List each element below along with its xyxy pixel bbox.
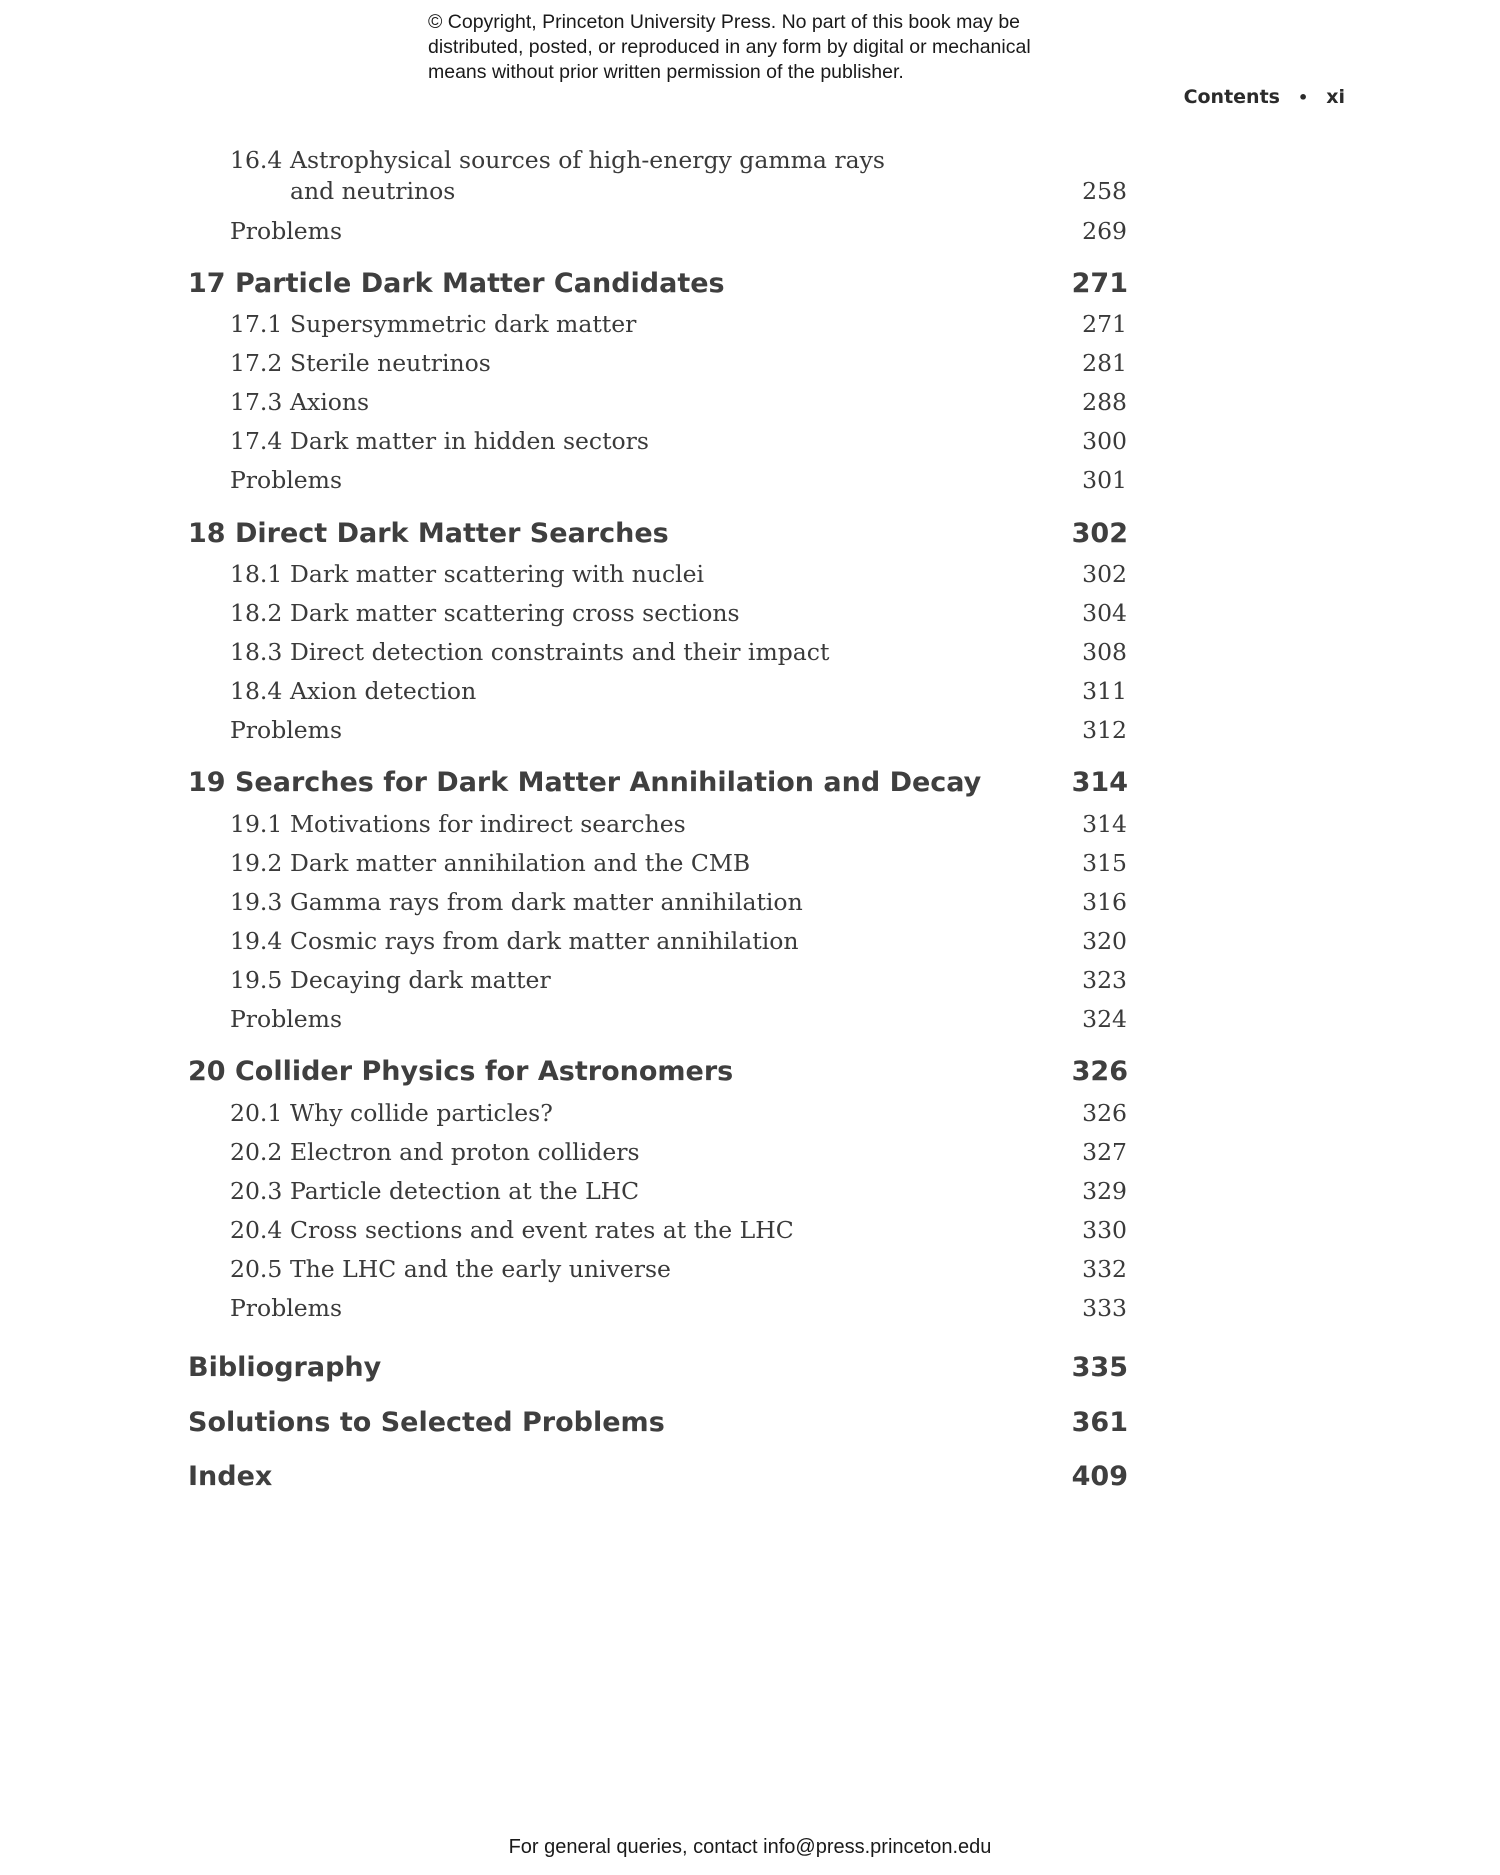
section-number: 19.3 <box>230 888 283 916</box>
section-title: Dark matter annihilation and the CMB <box>290 849 751 877</box>
problems-page: 324 <box>1082 1005 1127 1033</box>
section-page: 258 <box>1082 177 1127 205</box>
section-page: 311 <box>1082 677 1127 705</box>
problems-label: Problems <box>230 466 343 494</box>
section-number: 19.5 <box>230 966 283 994</box>
section-title: Axions <box>290 388 370 416</box>
running-head-label: Contents <box>1183 86 1280 108</box>
section-title: The LHC and the early universe <box>290 1255 671 1283</box>
section-page: 302 <box>1082 560 1127 588</box>
copyright-line: © Copyright, Princeton University Press. No part of this book may be <box>428 11 1021 33</box>
section-number: 19.4 <box>230 927 283 955</box>
problems-page: 312 <box>1082 716 1127 744</box>
footer-contact: For general queries, contact info@press.princeton.edu <box>508 1836 992 1858</box>
section-number: 16.4 <box>230 146 283 174</box>
section-page: 329 <box>1082 1177 1127 1205</box>
section-number: 18.3 <box>230 638 283 666</box>
copyright-line: means without prior written permission of the publisher. <box>428 61 904 83</box>
backmatter-title: Bibliography <box>188 1352 382 1383</box>
section-page: 315 <box>1082 849 1127 877</box>
backmatter-page: 361 <box>1071 1407 1128 1438</box>
section-title: Dark matter in hidden sectors <box>290 427 649 455</box>
section-page: 327 <box>1082 1138 1127 1166</box>
section-number: 19.1 <box>230 810 283 838</box>
section-title: Axion detection <box>290 677 477 705</box>
section-title: Particle detection at the LHC <box>290 1177 640 1205</box>
section-page: 288 <box>1082 388 1127 416</box>
problems-page: 333 <box>1082 1294 1127 1322</box>
problems-page: 269 <box>1082 217 1127 245</box>
chapter-title: 17 Particle Dark Matter Candidates <box>188 268 725 299</box>
section-title: Cross sections and event rates at the LHC <box>290 1216 794 1244</box>
chapter-page: 302 <box>1071 518 1128 549</box>
problems-label: Problems <box>230 1294 343 1322</box>
section-page: 332 <box>1082 1255 1127 1283</box>
chapter-page: 326 <box>1071 1056 1128 1087</box>
section-page: 308 <box>1082 638 1127 666</box>
section-number: 17.4 <box>230 427 283 455</box>
section-number: 18.4 <box>230 677 283 705</box>
section-number: 20.5 <box>230 1255 283 1283</box>
running-head <box>1184 86 1345 108</box>
problems-label: Problems <box>230 716 343 744</box>
section-title: Decaying dark matter <box>290 966 551 994</box>
backmatter-title: Index <box>188 1461 273 1492</box>
backmatter-page: 409 <box>1071 1461 1128 1492</box>
section-page: 316 <box>1082 888 1127 916</box>
section-title: Electron and proton colliders <box>290 1138 640 1166</box>
section-title: Motivations for indirect searches <box>290 810 686 838</box>
section-title: Dark matter scattering cross sections <box>290 599 740 627</box>
chapter-page: 271 <box>1071 268 1128 299</box>
section-page: 326 <box>1082 1099 1127 1127</box>
copyright-line: distributed, posted, or reproduced in any form by digital or mechanical <box>428 36 1031 58</box>
section-title: Dark matter scattering with nuclei <box>290 560 705 588</box>
section-page: 320 <box>1082 927 1127 955</box>
section-page: 314 <box>1082 810 1127 838</box>
section-title: Gamma rays from dark matter annihilation <box>290 888 803 916</box>
section-title: Sterile neutrinos <box>290 349 491 377</box>
section-title: Cosmic rays from dark matter annihilation <box>290 927 799 955</box>
section-number: 20.3 <box>230 1177 283 1205</box>
section-number: 20.2 <box>230 1138 283 1166</box>
section-number: 19.2 <box>230 849 283 877</box>
section-page: 323 <box>1082 966 1127 994</box>
running-head-page: xi <box>1326 86 1345 108</box>
problems-label: Problems <box>230 217 343 245</box>
chapter-title: 19 Searches for Dark Matter Annihilation and Decay <box>188 767 982 798</box>
section-page: 271 <box>1082 310 1127 338</box>
section-page: 304 <box>1082 599 1127 627</box>
running-head-separator: • <box>1297 88 1309 107</box>
section-number: 20.1 <box>230 1099 283 1127</box>
chapter-title: 20 Collider Physics for Astronomers <box>188 1056 734 1087</box>
section-number: 17.3 <box>230 388 283 416</box>
section-number: 18.2 <box>230 599 283 627</box>
section-title: Supersymmetric dark matter <box>290 310 637 338</box>
section-number: 20.4 <box>230 1216 283 1244</box>
section-page: 330 <box>1082 1216 1127 1244</box>
chapter-page: 314 <box>1071 767 1128 798</box>
section-page: 281 <box>1082 349 1127 377</box>
chapter-title: 18 Direct Dark Matter Searches <box>188 518 669 549</box>
section-title-continued: and neutrinos <box>290 177 456 205</box>
section-page: 300 <box>1082 427 1127 455</box>
section-title: Why collide particles? <box>290 1099 553 1127</box>
section-title: Astrophysical sources of high-energy gamma rays <box>290 146 885 174</box>
problems-label: Problems <box>230 1005 343 1033</box>
section-number: 17.2 <box>230 349 283 377</box>
backmatter-title: Solutions to Selected Problems <box>188 1407 665 1438</box>
section-number: 18.1 <box>230 560 283 588</box>
section-title: Direct detection constraints and their impact <box>290 638 830 666</box>
backmatter-page: 335 <box>1071 1352 1128 1383</box>
copyright-notice <box>428 10 1128 85</box>
section-number: 17.1 <box>230 310 283 338</box>
problems-page: 301 <box>1082 466 1127 494</box>
